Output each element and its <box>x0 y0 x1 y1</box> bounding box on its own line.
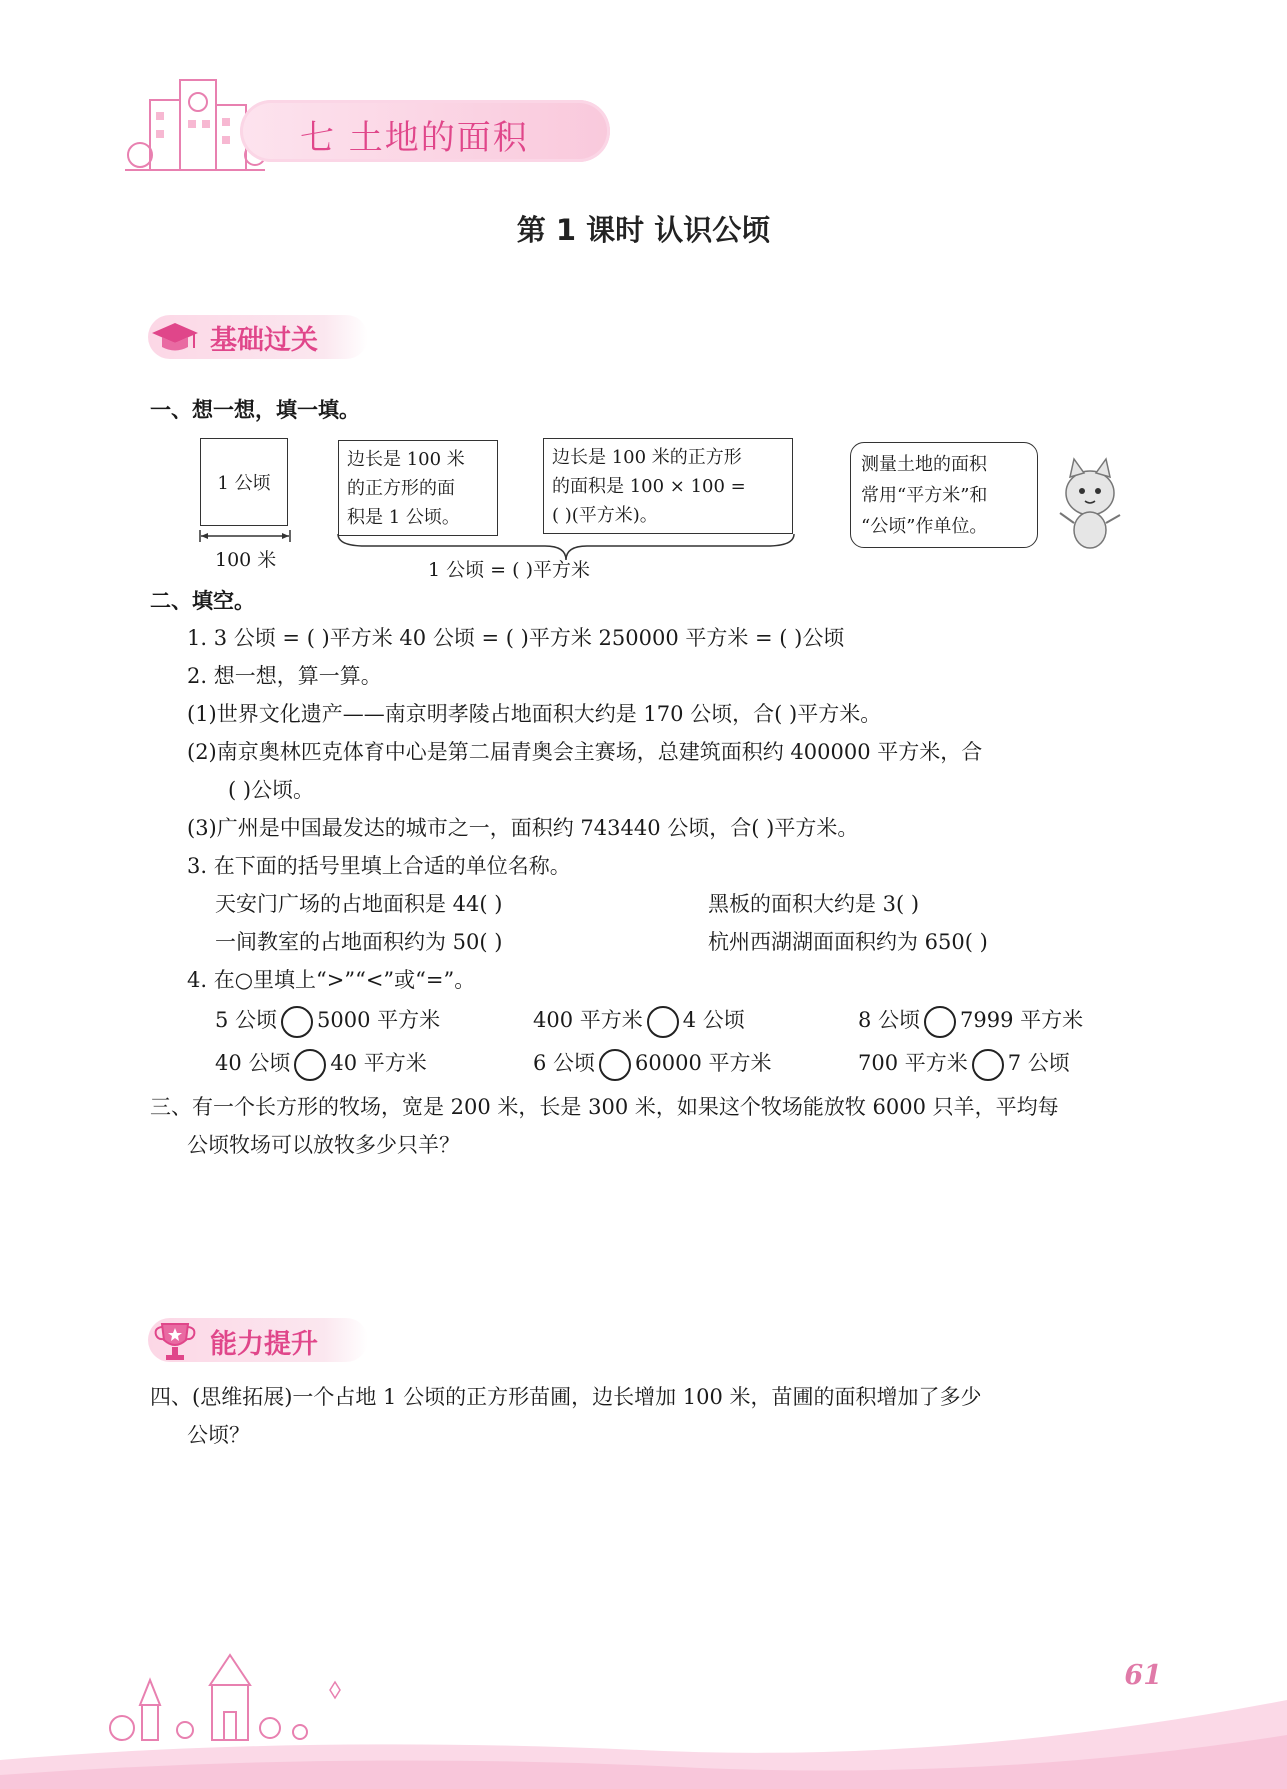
compare-right: 5000 平方米 <box>317 1008 441 1032</box>
box2-line: 边长是 100 米的正方形 <box>552 447 742 468</box>
box2-line: ( )(平方米)。 <box>552 505 658 526</box>
compare-item <box>858 1047 1070 1081</box>
speech-bubble <box>850 442 1038 548</box>
definition-box-1 <box>338 440 498 536</box>
compare-circle[interactable] <box>599 1049 631 1081</box>
section-label-basic: 基础过关 <box>210 325 318 356</box>
q2-item-4: 4. 在○里填上“>”“<”或“=”。 <box>187 968 476 992</box>
compare-item <box>215 1004 440 1038</box>
compare-circle[interactable] <box>924 1006 956 1038</box>
compare-right: 40 平方米 <box>330 1051 427 1075</box>
compare-left: 40 公顷 <box>215 1051 291 1075</box>
bubble-line: 测量土地的面积 <box>861 454 987 475</box>
compare-item <box>533 1047 772 1081</box>
section-label-advanced: 能力提升 <box>210 1329 318 1360</box>
q2-item-3-c[interactable]: 一间教室的占地面积约为 50( ) <box>215 930 503 954</box>
compare-item <box>858 1004 1083 1038</box>
bubble-line: 常用“平方米”和 <box>861 485 988 506</box>
chapter-title: 七 土地的面积 <box>300 118 529 158</box>
compare-circle[interactable] <box>294 1049 326 1081</box>
hectare-square <box>200 438 288 526</box>
q2-item-2-3[interactable]: (3)广州是中国最发达的城市之一，面积约 743440 公顷，合( )平方米。 <box>187 816 859 840</box>
hectare-square-label: 1 公顷 <box>217 473 271 494</box>
compare-right: 7999 平方米 <box>960 1008 1084 1032</box>
q2-item-2-2b[interactable]: ( )公顷。 <box>228 778 315 802</box>
q2-item-1[interactable]: 1. 3 公顷 = ( )平方米 40 公顷 = ( )平方米 250000 平方米 = ( )公顷 <box>187 626 845 650</box>
cat-mascot-icon <box>1050 455 1130 555</box>
question-4-line-1: 四、(思维拓展)一个占地 1 公顷的正方形苗圃，边长增加 100 米，苗圃的面积增加了多少 <box>150 1385 982 1409</box>
q2-item-3-d[interactable]: 杭州西湖湖面面积约为 650( ) <box>708 930 988 954</box>
q2-item-2-2a: (2)南京奥林匹克体育中心是第二届青奥会主赛场，总建筑面积约 400000 平方米，合 <box>187 740 983 764</box>
compare-left: 400 平方米 <box>533 1008 643 1032</box>
compare-left: 5 公顷 <box>215 1008 278 1032</box>
graduation-cap-icon <box>150 318 200 358</box>
box1-line: 边长是 100 米 <box>347 449 465 470</box>
box1-line: 积是 1 公顷。 <box>347 507 460 528</box>
compare-circle[interactable] <box>647 1006 679 1038</box>
compare-right: 60000 平方米 <box>635 1051 772 1075</box>
q2-item-3-b[interactable]: 黑板的面积大约是 3( ) <box>708 892 920 916</box>
q2-item-3: 3. 在下面的括号里填上合适的单位名称。 <box>187 854 571 878</box>
question-1-heading: 一、想一想，填一填。 <box>150 398 360 422</box>
trophy-icon <box>152 1318 198 1364</box>
box1-line: 的正方形的面 <box>347 478 455 499</box>
question-2-heading: 二、填空。 <box>150 589 255 613</box>
question-3-line-2: 公顷牧场可以放牧多少只羊？ <box>187 1133 460 1157</box>
compare-right: 4 公顷 <box>682 1008 745 1032</box>
brace-fill-blank[interactable]: 1 公顷 = ( )平方米 <box>428 559 590 581</box>
q2-item-2-1[interactable]: (1)世界文化遗产——南京明孝陵占地面积大约是 170 公顷，合( )平方米。 <box>187 702 882 726</box>
side-dimension-arrow <box>198 528 292 544</box>
compare-item <box>215 1047 427 1081</box>
box2-line: 的面积是 100 × 100 = <box>552 476 746 497</box>
bubble-line: “公顷”作单位。 <box>861 516 988 537</box>
question-4-line-2: 公顷？ <box>187 1423 250 1447</box>
compare-left: 6 公顷 <box>533 1051 596 1075</box>
castle-illustration <box>100 1650 360 1745</box>
compare-right: 7 公顷 <box>1007 1051 1070 1075</box>
q2-item-2: 2. 想一想，算一算。 <box>187 664 382 688</box>
question-3-line-1: 三、有一个长方形的牧场，宽是 200 米，长是 300 米，如果这个牧场能放牧 6000 只羊，平均每 <box>150 1095 1059 1119</box>
compare-circle[interactable] <box>281 1006 313 1038</box>
compare-left: 700 平方米 <box>858 1051 968 1075</box>
definition-box-2 <box>543 438 793 534</box>
q2-item-3-a[interactable]: 天安门广场的占地面积是 44( ) <box>215 892 503 916</box>
compare-left: 8 公顷 <box>858 1008 921 1032</box>
compare-circle[interactable] <box>972 1049 1004 1081</box>
compare-item <box>533 1004 745 1038</box>
lesson-title: 第 1 课时 认识公顷 <box>516 213 771 247</box>
side-length-label: 100 米 <box>215 549 277 571</box>
page-number: 61 <box>1124 1660 1162 1691</box>
